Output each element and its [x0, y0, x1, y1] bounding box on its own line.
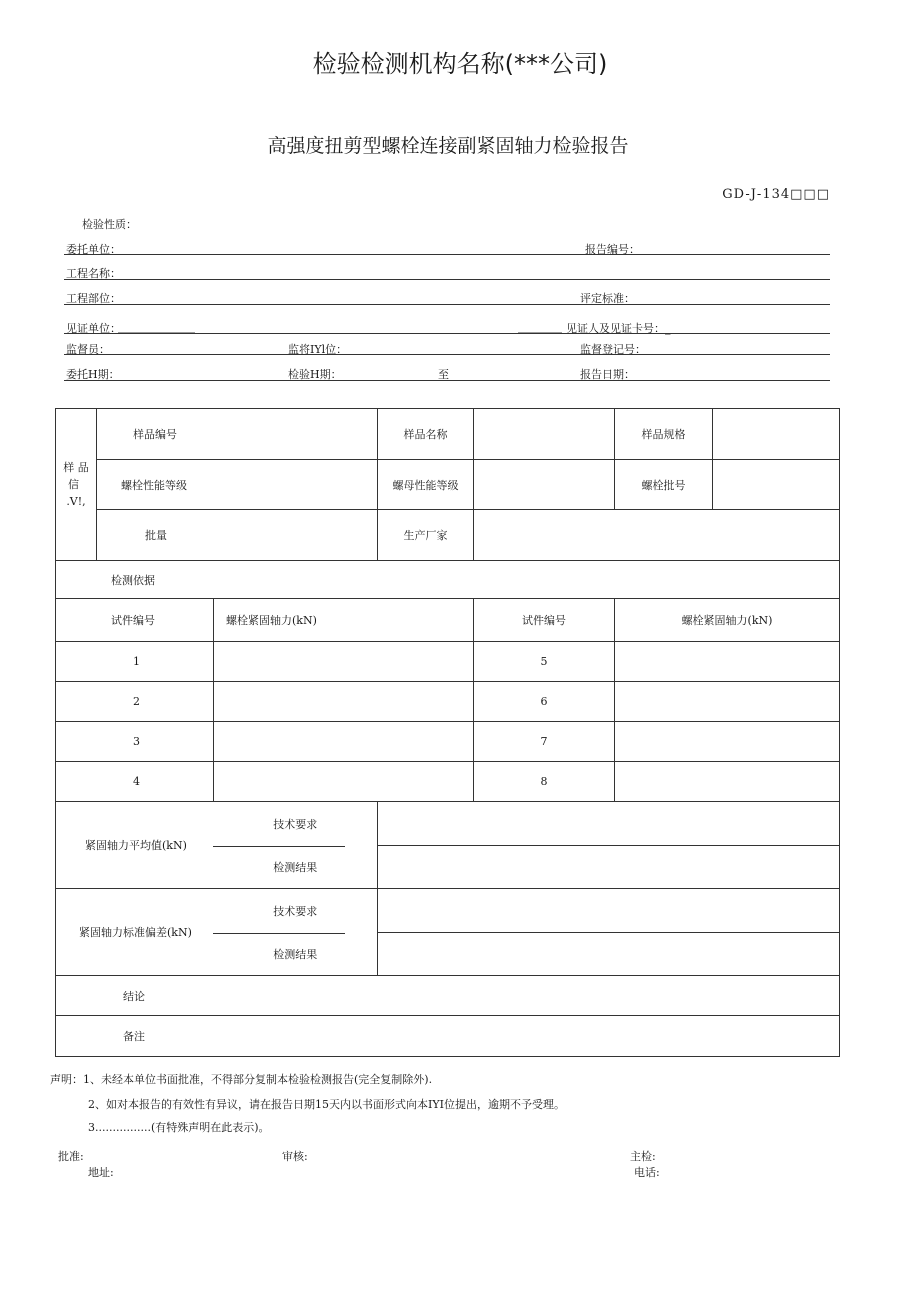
- axial-force-value[interactable]: [214, 722, 474, 762]
- nut-grade-label: 螺母性能等级: [378, 460, 474, 510]
- std-force-label: 紧固轴力标准偏差(kN): [56, 889, 214, 976]
- date-line: [64, 380, 830, 381]
- axial-force-value[interactable]: [615, 722, 840, 762]
- main-inspector-label: 主检:: [630, 1150, 656, 1163]
- project-name-line: [64, 279, 830, 280]
- axial-force-value[interactable]: [214, 682, 474, 722]
- approve-label: 批准:: [58, 1150, 84, 1163]
- test-date-label: 检验H期：: [288, 368, 342, 381]
- axial-force-value[interactable]: [615, 762, 840, 802]
- specimen-no-header: 试件编号: [56, 599, 214, 642]
- statement-3: 3................(有特殊声明在此表示)。: [88, 1121, 270, 1134]
- witness-unit-label: 见证单位：: [66, 322, 121, 335]
- specimen-no-cell: 8: [474, 762, 615, 802]
- std-divider-line: [213, 933, 345, 934]
- axial-force-value[interactable]: [615, 682, 840, 722]
- supervision-unit-label: 监将IYl位：: [288, 343, 348, 356]
- review-label: 审核:: [282, 1150, 308, 1163]
- axial-force-header: 螺栓紧固轴力(kN): [214, 599, 474, 642]
- project-part-line: [64, 304, 830, 305]
- document-code: GD-J-134□□□: [722, 187, 830, 202]
- batch-qty-label: 批量: [97, 510, 378, 561]
- avg-test-result-label: 检测结果: [214, 846, 378, 889]
- specimen-no-cell: 7: [474, 722, 615, 762]
- sample-spec-value[interactable]: [713, 409, 840, 460]
- project-part-label: 工程部位：: [66, 292, 121, 305]
- phone-label: 电话:: [634, 1166, 660, 1179]
- specimen-no-cell: 4: [56, 762, 214, 802]
- manufacturer-label: 生产厂家: [378, 510, 474, 561]
- sample-name-label: 样品名称: [378, 409, 474, 460]
- report-table: [55, 408, 840, 1057]
- avg-tech-req-value[interactable]: [378, 802, 840, 846]
- supervisor-label: 监督员：: [66, 343, 110, 356]
- avg-divider-line: [213, 846, 345, 847]
- test-basis-label: 检测依据: [56, 561, 840, 599]
- sample-info-label-1: 样 品: [63, 461, 89, 474]
- statement-2: 2、如对本报告的有效性有异议，请在报告日期15天内以书面形式向本IYI位提出，逾期不予受理。: [88, 1098, 565, 1111]
- avg-tech-req-label: 技术要求: [214, 802, 378, 846]
- axial-force-value[interactable]: [214, 642, 474, 682]
- std-tech-req-label: 技术要求: [214, 889, 378, 933]
- inspection-nature-label: 检验性质：: [82, 218, 137, 231]
- client-unit-line: [64, 254, 830, 255]
- address-label: 地址:: [88, 1166, 114, 1179]
- axial-force-value[interactable]: [615, 642, 840, 682]
- manufacturer-value[interactable]: [474, 510, 840, 561]
- bolt-batch-value[interactable]: [713, 460, 840, 510]
- avg-force-label: 紧固轴力平均值(kN): [56, 802, 214, 889]
- specimen-no-cell: 1: [56, 642, 214, 682]
- sample-no-label: 样品编号: [97, 409, 378, 460]
- witness-line: [64, 333, 830, 334]
- std-test-result-label: 检测结果: [214, 933, 378, 976]
- bolt-grade-label: 螺栓性能等级: [97, 460, 378, 510]
- supervision-reg-label: 监督登记号：: [580, 343, 646, 356]
- specimen-no-cell: 3: [56, 722, 214, 762]
- bolt-batch-label: 螺栓批号: [615, 460, 713, 510]
- report-title: 高强度扭剪型螺栓连接副紧固轴力检验报告: [267, 135, 629, 157]
- statement-1: 声明：1、未经本单位书面批准，不得部分复制本检验检测报告(完全复制除外).: [50, 1073, 433, 1086]
- specimen-no-cell: 6: [474, 682, 615, 722]
- report-no-label: 报告编号：: [585, 243, 640, 256]
- project-name-label: 工程名称：: [66, 267, 121, 280]
- date-to-label: 至: [438, 368, 449, 381]
- remarks-label: 备注: [56, 1016, 840, 1057]
- axial-force-header-2: 螺栓紧固轴力(kN): [615, 599, 840, 642]
- witness-unit-blank: ______________: [118, 320, 195, 333]
- organization-name: 检验检测机构名称(***公司): [312, 50, 608, 78]
- sample-info-label-2: 信: [68, 478, 79, 491]
- specimen-no-cell: 5: [474, 642, 615, 682]
- client-unit-label: 委托单位：: [66, 243, 121, 256]
- witness-person-label: 见证人及见证卡号：_: [566, 322, 671, 335]
- std-tech-req-value[interactable]: [378, 889, 840, 933]
- client-date-label: 委托H期：: [66, 368, 120, 381]
- sample-name-value[interactable]: [474, 409, 615, 460]
- axial-force-value[interactable]: [214, 762, 474, 802]
- sample-spec-label: 样品规格: [615, 409, 713, 460]
- std-test-result-value[interactable]: [378, 933, 840, 976]
- supervisor-line: [64, 354, 830, 355]
- report-date-label: 报告日期：: [580, 368, 635, 381]
- sample-info-cell: [56, 409, 97, 561]
- specimen-no-cell: 2: [56, 682, 214, 722]
- sample-info-label-3: .V!,: [66, 495, 86, 508]
- specimen-no-header-2: 试件编号: [474, 599, 615, 642]
- witness-person-blank: ________: [518, 320, 562, 333]
- conclusion-label: 结论: [56, 976, 840, 1016]
- eval-standard-label: 评定标准：: [580, 292, 635, 305]
- nut-grade-value[interactable]: [474, 460, 615, 510]
- avg-test-result-value[interactable]: [378, 846, 840, 889]
